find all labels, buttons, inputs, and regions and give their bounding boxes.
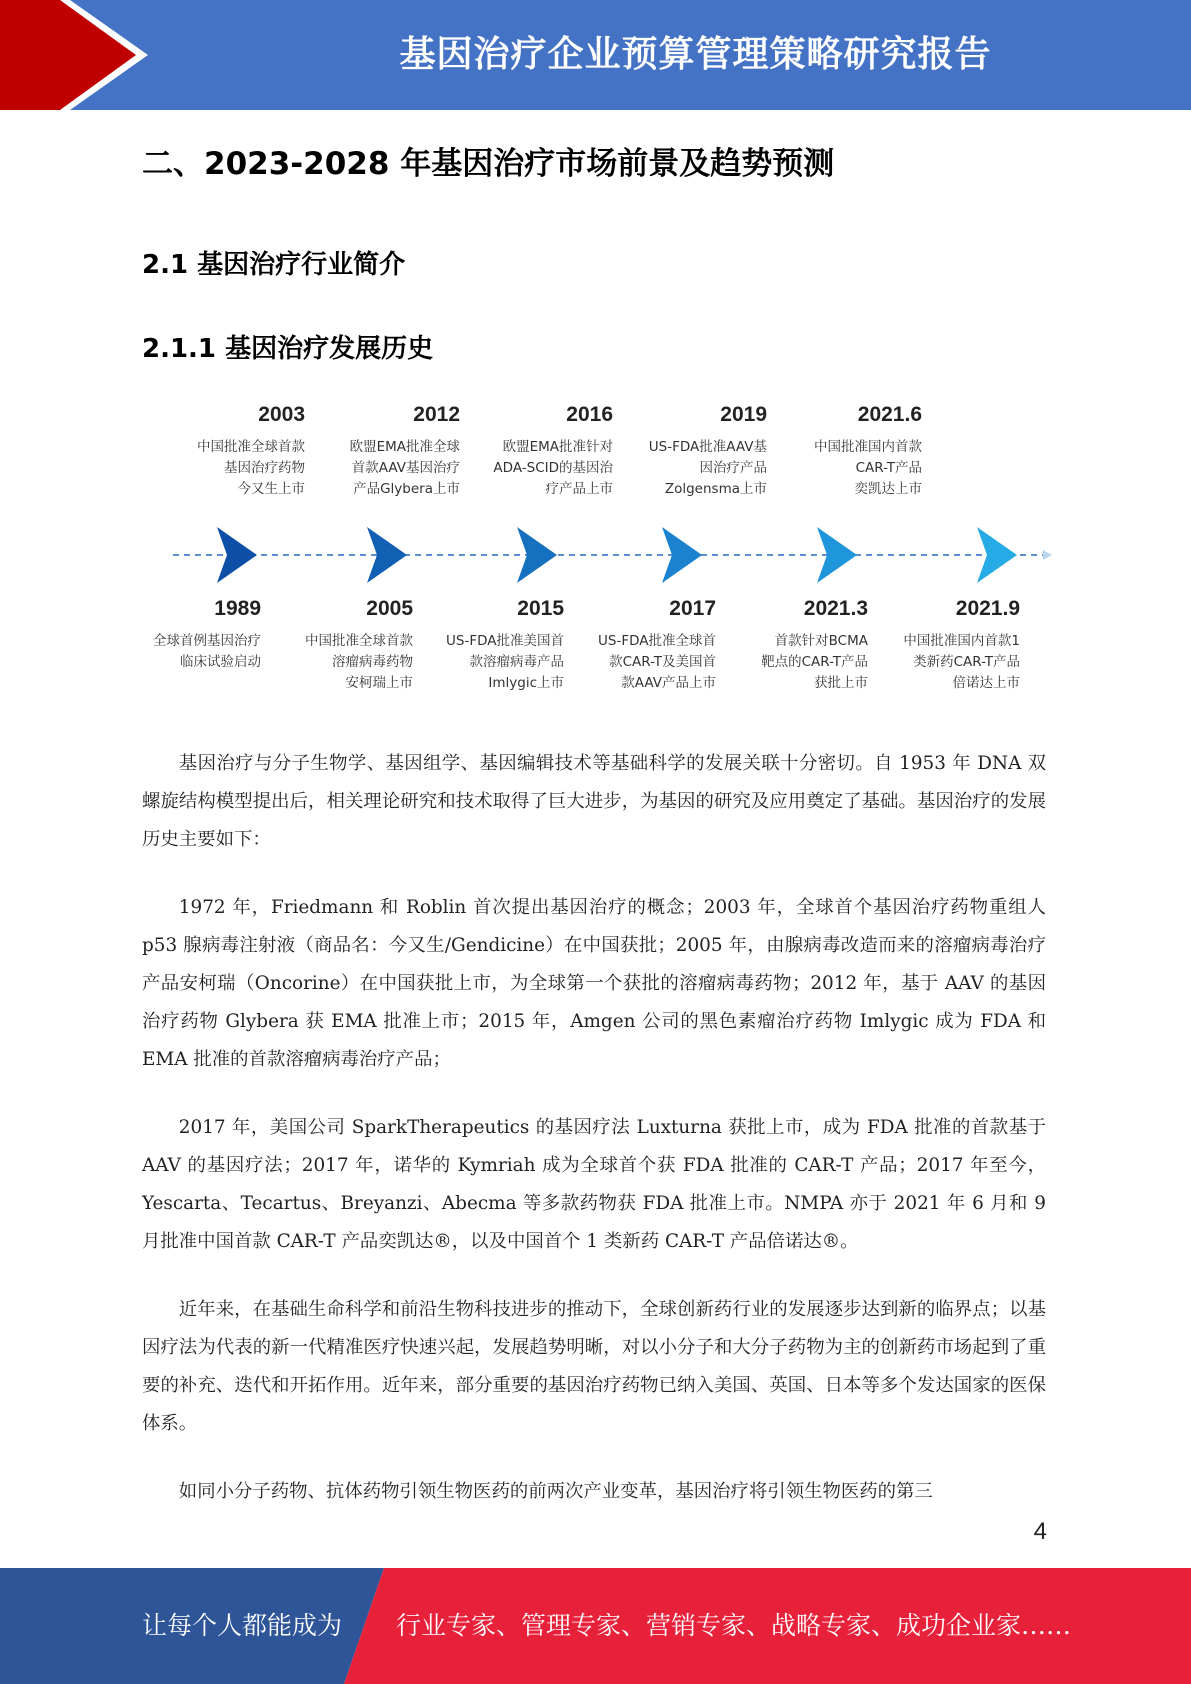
timeline-year-label: 2012 [413, 403, 460, 426]
timeline-year-label: 2005 [366, 597, 413, 620]
paragraph: 1972 年，Friedmann 和 Roblin 首次提出基因治疗的概念；2003 年，全球首个基因治疗药物重组人 p53 腺病毒注射液（商品名：今又生/Gendicine）在中国获批；2005 年，由腺病毒改造而来的溶瘤病毒治疗产品安柯瑞（Oncorine）在中国获批上市，为全球第一个获批的溶瘤病毒药物；2012 年，基于 AAV 的基因治疗药物 Glybera 获 EMA 批准上市；2015 年，Amgen 公司的黑色素瘤治疗药物 Imlygic 成为 FDA 和 EMA 批准的首款溶瘤病毒治疗产品； [142, 897, 1046, 1070]
timeline-event-text: Zolgensma上市 [664, 481, 767, 497]
subsubsection-heading: 2.1.1 基因治疗发展历史 [142, 334, 434, 364]
timeline-event-text: 奕凯达上市 [854, 481, 922, 497]
report-title: 基因治疗企业预算管理策略研究报告 [399, 34, 992, 75]
timeline-event-text: 安柯瑞上市 [345, 675, 413, 691]
timeline-year-label: 2003 [258, 403, 305, 426]
timeline-event-text: US-FDA批准美国首 [446, 633, 564, 649]
timeline-year-label: 1989 [214, 597, 261, 620]
timeline-axis-end [1043, 550, 1052, 560]
timeline-event-text: 因治疗产品 [699, 460, 767, 476]
timeline-event-text: US-FDA批准AAV基 [648, 439, 767, 455]
header-arrow-decoration [0, 0, 160, 110]
gene-therapy-timeline [140, 395, 1060, 705]
timeline-event-text: 基因治疗药物 [224, 460, 305, 476]
timeline-event-text: 倍诺达上市 [952, 675, 1020, 691]
section-heading: 二、2023-2028 年基因治疗市场前景及趋势预测 [142, 146, 835, 182]
timeline-arrow-icon [517, 527, 557, 583]
timeline-event-text: CAR-T产品 [855, 460, 922, 476]
timeline-year-label: 2016 [566, 403, 613, 426]
body-text [142, 745, 1046, 1541]
paragraph: 如同小分子药物、抗体药物引领生物医药的前两次产业变革，基因治疗将引领生物医药的第三 [178, 1481, 933, 1502]
timeline-year-label: 2021.9 [955, 597, 1020, 620]
timeline-year-label: 2021.6 [857, 403, 922, 426]
timeline-event-text: 中国批准国内首款1 [903, 633, 1020, 649]
footer-slogan-left: 让每个人都能成为 [142, 1611, 343, 1640]
timeline-event-text: 款AAV产品上市 [621, 675, 716, 691]
timeline-graphic [140, 395, 1060, 705]
footer-slogan-right: 行业专家、管理专家、营销专家、战略专家、成功企业家…… [396, 1611, 1072, 1640]
timeline-event-text: 欧盟EMA批准针对 [502, 439, 613, 455]
timeline-event-text: 临床试验启动 [180, 654, 261, 670]
timeline-event-text: 类新药CAR-T产品 [913, 654, 1020, 670]
timeline-arrow-icon [977, 527, 1017, 583]
timeline-event-text: 欧盟EMA批准全球 [349, 439, 460, 455]
timeline-year-label: 2017 [669, 597, 716, 620]
timeline-event-text: 产品Glybera上市 [353, 481, 460, 497]
timeline-event-text: 首款针对BCMA [774, 633, 868, 649]
page-number: 4 [1033, 1518, 1047, 1545]
paragraph: 近年来，在基础生命科学和前沿生物科技进步的推动下，全球创新药行业的发展逐步达到新的临界点；以基因疗法为代表的新一代精准医疗快速兴起，发展趋势明晰，对以小分子和大分子药物为主的创新药市场起到了重要的补充、迭代和开拓作用。近年来，部分重要的基因治疗药物已纳入美国、英国、日本等多个发达国家的医保体系。 [142, 1299, 1046, 1434]
timeline-event-text: 首款AAV基因治疗 [351, 460, 460, 476]
timeline-year-label: 2019 [720, 403, 767, 426]
timeline-event-text: 款CAR-T及美国首 [609, 654, 716, 670]
timeline-event-text: 中国批准全球首款 [305, 633, 413, 649]
timeline-event-text: 中国批准国内首款 [814, 439, 922, 455]
timeline-event-text: 中国批准全球首款 [197, 439, 305, 455]
paragraph: 2017 年，美国公司 SparkTherapeutics 的基因疗法 Luxturna 获批上市，成为 FDA 批准的首款基于 AAV 的基因疗法；2017 年，诺华的 Kymriah 成为全球首个获 FDA 批准的 CAR-T 产品；2017 年至今，Yescarta、Tecartus、Breyanzi、Abecma 等多款药物获 FDA 批准上市。NMPA 亦于 2021 年 6 月和 9 月批准中国首款 CAR-T 产品奕凯达®，以及中国首个 1 类新药 CAR-T 产品倍诺达®。 [142, 1117, 1046, 1252]
timeline-event-text: Imlygic上市 [488, 675, 564, 691]
timeline-event-text: 溶瘤病毒药物 [332, 654, 413, 670]
page-header [0, 0, 1191, 110]
timeline-year-label: 2021.3 [803, 597, 868, 620]
timeline-event-text: 今又生上市 [237, 481, 305, 497]
timeline-event-text: US-FDA批准全球首 [598, 633, 716, 649]
paragraph: 基因治疗与分子生物学、基因组学、基因编辑技术等基础科学的发展关联十分密切。自 1953 年 DNA 双螺旋结构模型提出后，相关理论研究和技术取得了巨大进步，为基因的研究及应用奠定了基础。基因治疗的发展历史主要如下： [142, 753, 1046, 850]
page-footer [0, 1568, 1191, 1684]
timeline-event-text: 款溶瘤病毒产品 [469, 654, 564, 670]
timeline-event-text: ADA-SCID的基因治 [493, 460, 613, 476]
timeline-event-text: 全球首例基因治疗 [153, 633, 261, 649]
timeline-event-text: 疗产品上市 [545, 481, 613, 497]
timeline-event-text: 靶点的CAR-T产品 [761, 654, 868, 670]
timeline-event-text: 获批上市 [814, 675, 868, 691]
subsection-heading: 2.1 基因治疗行业简介 [142, 250, 406, 280]
timeline-year-label: 2015 [517, 597, 564, 620]
